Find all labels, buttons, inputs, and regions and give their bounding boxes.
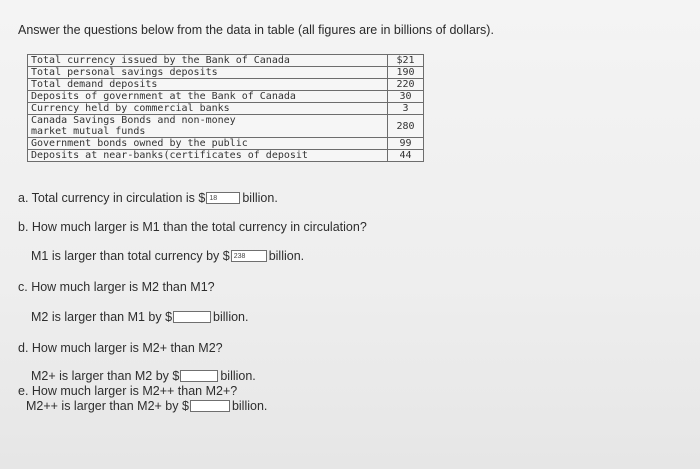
question-e: e. How much larger is M2++ than M2+? <box>18 384 238 398</box>
question-b: b. How much larger is M1 than the total currency in circulation? <box>18 220 367 234</box>
answer-b-field[interactable]: 238 <box>231 250 267 262</box>
answer-line-c <box>31 310 248 324</box>
row-value: 280 <box>388 115 424 138</box>
row-label: Currency held by commercial banks <box>28 103 388 115</box>
table-row <box>28 150 424 162</box>
answer-c-prefix: M2 is larger than M1 by $ <box>31 310 173 324</box>
answer-c-field[interactable] <box>173 311 211 323</box>
row-value: 220 <box>388 79 424 91</box>
table-row <box>28 55 424 67</box>
question-a-suffix: billion. <box>242 191 278 205</box>
data-table <box>27 54 424 162</box>
row-label: Total currency issued by the Bank of Canada <box>28 55 388 67</box>
row-label: Deposits at near-banks(certificates of deposit <box>28 150 388 162</box>
row-value: 99 <box>388 138 424 150</box>
answer-e-suffix: billion. <box>231 399 268 413</box>
table-row <box>28 79 424 91</box>
question-c: c. How much larger is M2 than M1? <box>18 280 215 294</box>
row-value: 30 <box>388 91 424 103</box>
answer-line-b <box>31 249 304 263</box>
row-value: 44 <box>388 150 424 162</box>
row-label: Government bonds owned by the public <box>28 138 388 150</box>
row-label: Deposits of government at the Bank of Canada <box>28 91 388 103</box>
row-value: 3 <box>388 103 424 115</box>
answer-line-d <box>31 369 256 383</box>
question-a-prefix: a. Total currency in circulation is $ <box>18 191 206 205</box>
answer-c-suffix: billion. <box>213 310 249 324</box>
table-row <box>28 91 424 103</box>
answer-b-suffix: billion. <box>268 249 305 263</box>
table-row <box>28 67 424 79</box>
question-d: d. How much larger is M2+ than M2? <box>18 341 223 355</box>
answer-line-e <box>26 399 267 413</box>
row-value: $21 <box>388 55 424 67</box>
answer-d-prefix: M2+ is larger than M2 by $ <box>31 369 180 383</box>
answer-d-suffix: billion. <box>220 369 256 383</box>
table-row <box>28 138 424 150</box>
row-label: Total personal savings deposits <box>28 67 388 79</box>
answer-e-field[interactable] <box>190 400 230 412</box>
answer-d-field[interactable] <box>180 370 218 382</box>
answer-a-field[interactable]: 18 <box>206 192 240 204</box>
answer-b-prefix: M1 is larger than total currency by $ <box>31 249 230 263</box>
question-a <box>18 191 278 205</box>
row-label: Total demand deposits <box>28 79 388 91</box>
row-value: 190 <box>388 67 424 79</box>
table-row <box>28 115 424 138</box>
answer-e-prefix: M2++ is larger than M2+ by $ <box>26 399 189 413</box>
row-label: Canada Savings Bonds and non-money market mutual funds <box>28 115 388 138</box>
instructions-text: Answer the questions below from the data in table (all figures are in billions of dollars). <box>18 23 494 37</box>
table-row <box>28 103 424 115</box>
